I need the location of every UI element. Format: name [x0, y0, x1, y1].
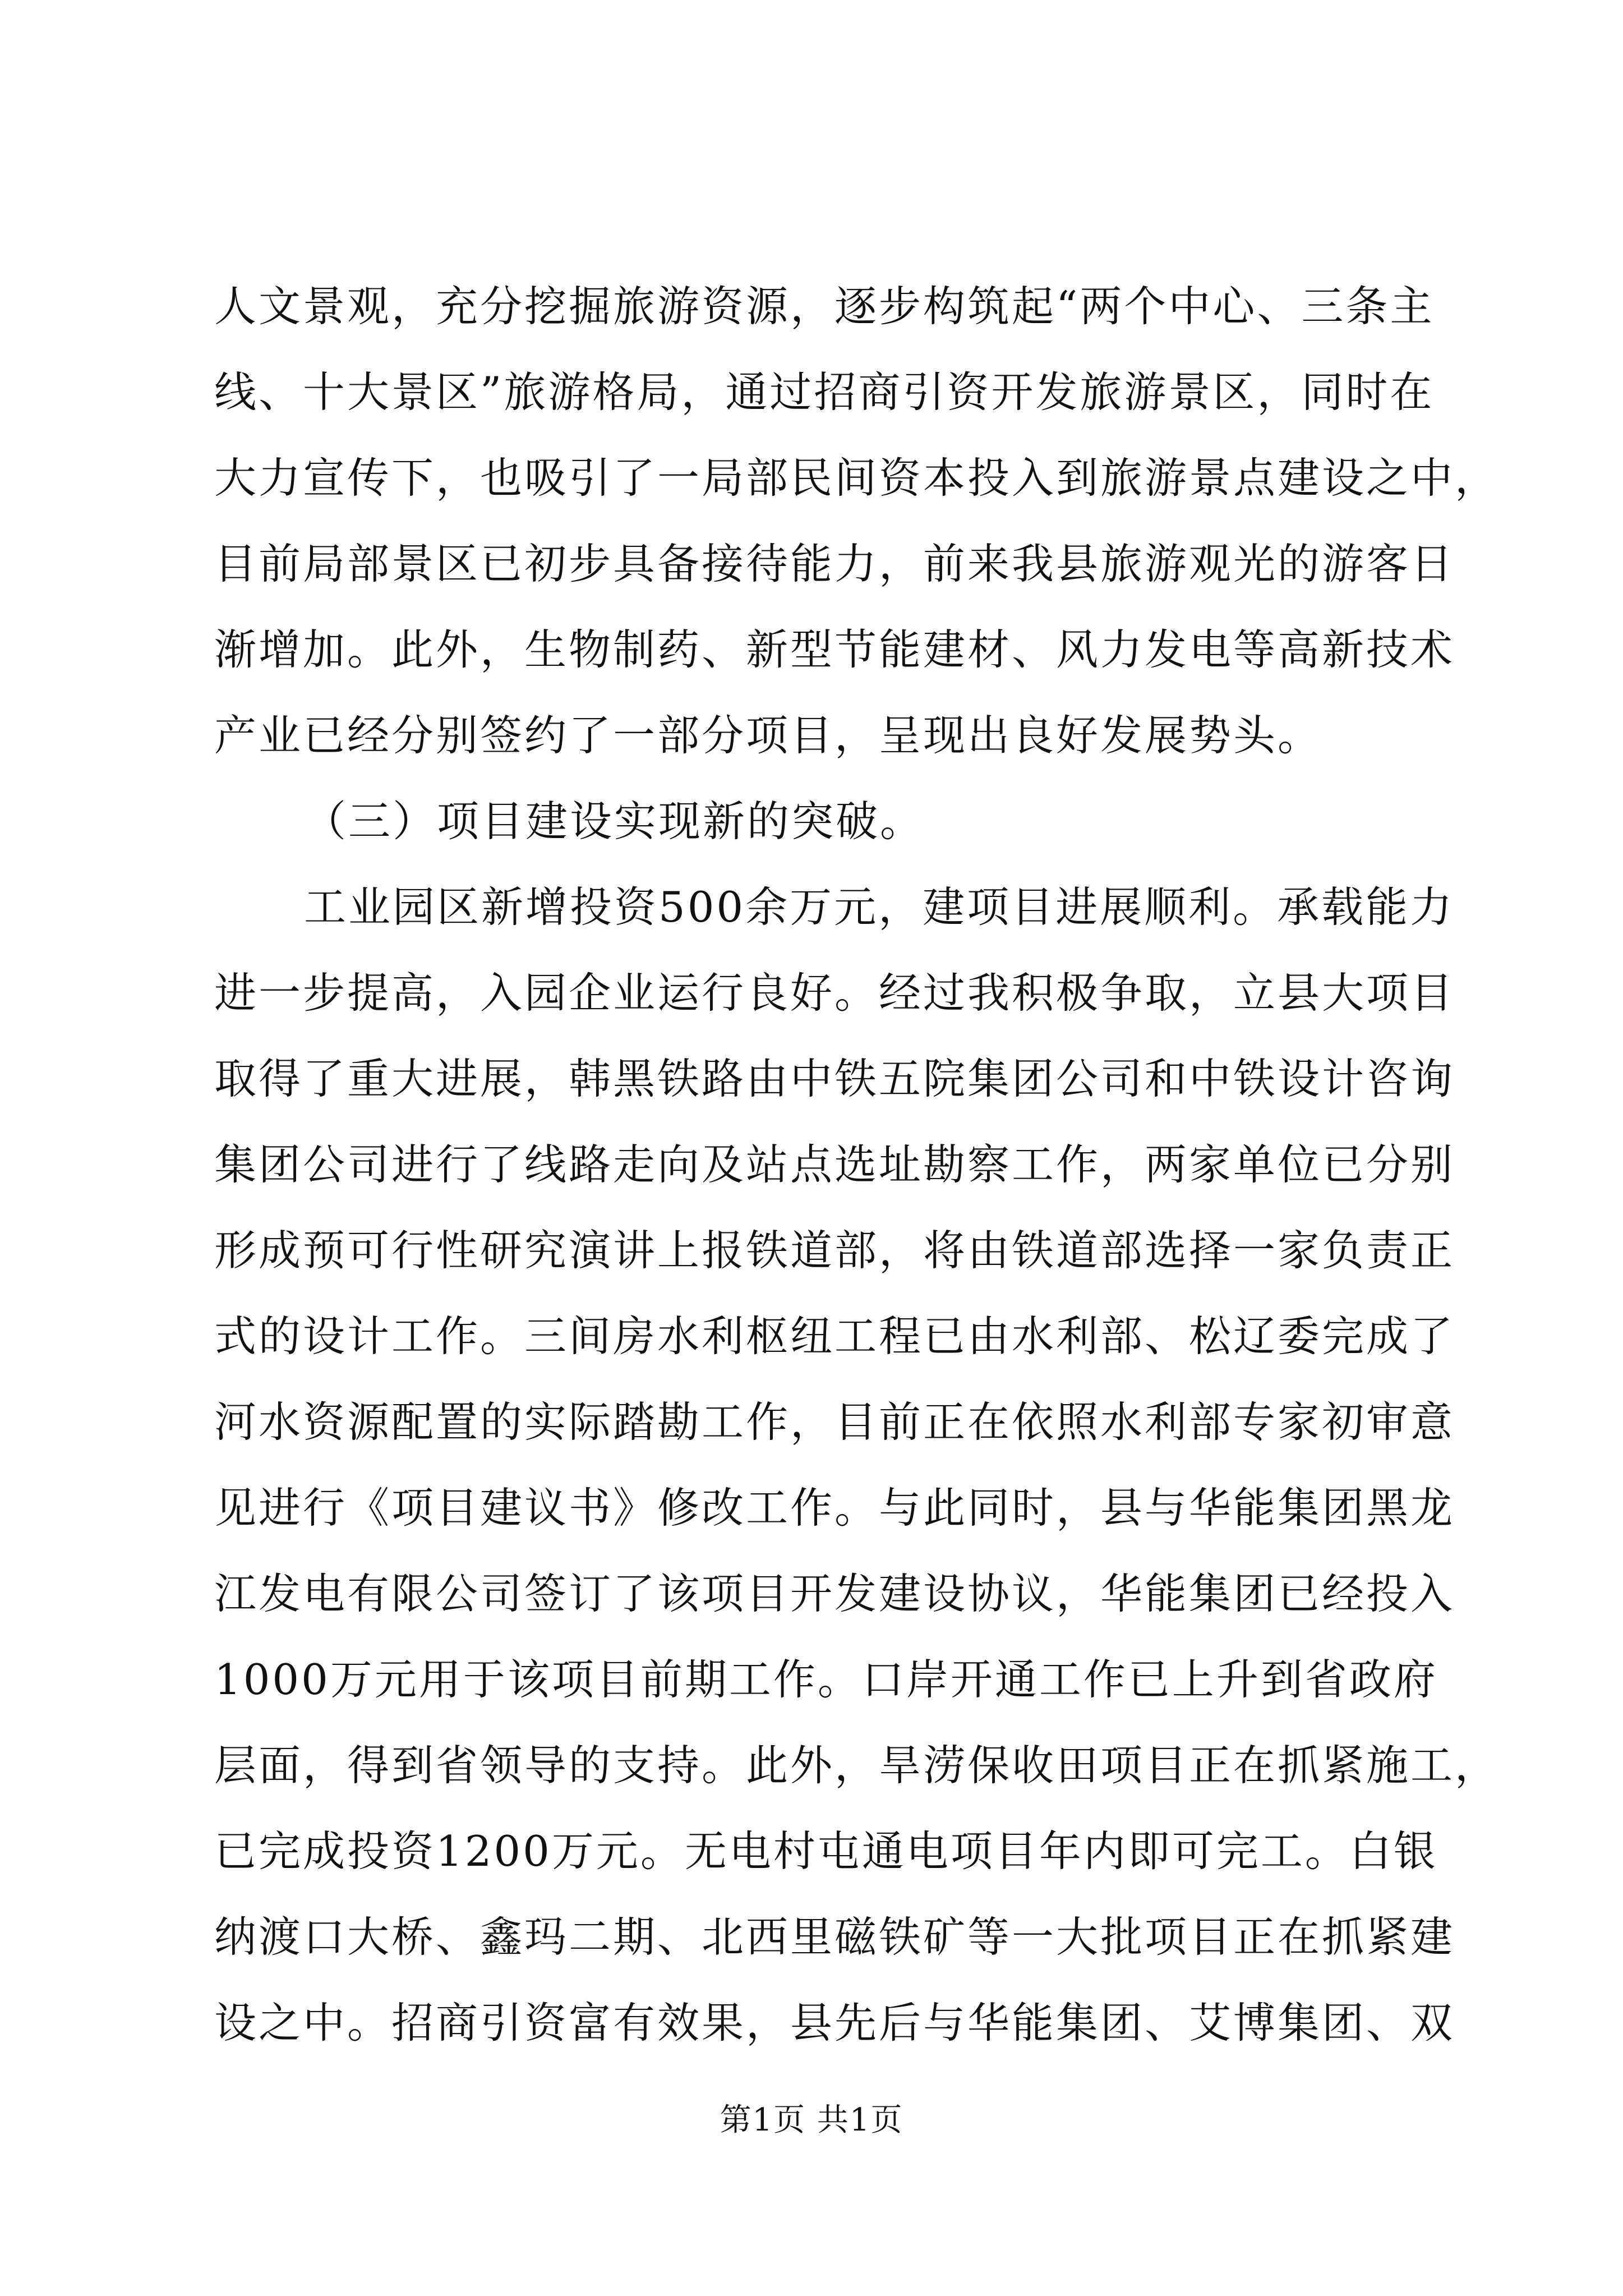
text-line: 1000万元用于该项目前期工作。口岸开通工作已上升到省政府	[214, 1655, 1438, 1704]
text-line: 进一步提高，入园企业运行良好。经过我积极争取，立县大项目	[214, 968, 1455, 1018]
text-line: 纳渡口大桥、鑫玛二期、北西里磁铁矿等一大批项目正在抓紧建	[214, 1912, 1455, 1962]
text-line: 目前局部景区已初步具备接待能力，前来我县旅游观光的游客日	[214, 539, 1455, 588]
text-line: 线、十大景区”旅游格局，通过招商引资开发旅游景区，同时在	[214, 367, 1435, 417]
text-line: 设之中。招商引资富有效果，县先后与华能集团、艾博集团、双	[214, 1998, 1455, 2047]
document-body	[214, 264, 1500, 2066]
text-line: 集团公司进行了线路走向及站点选址勘察工作，两家单位已分别	[214, 1140, 1455, 1189]
text-line: 层面，得到省领导的支持。此外，旱涝保收田项目正在抓紧施工，	[214, 1741, 1500, 1790]
text-line: 取得了重大进展，韩黑铁路由中铁五院集团公司和中铁设计咨询	[214, 1054, 1455, 1103]
text-line: 产业已经分别签约了一部分项目，呈现出良好发展势头。	[214, 711, 1322, 760]
text-line: 渐增加。此外，生物制药、新型节能建材、风力发电等高新技术	[214, 625, 1455, 674]
text-line: 大力宣传下，也吸引了一局部民间资本投入到旅游景点建设之中，	[214, 453, 1500, 503]
page-number-footer: 第1页 共1页	[720, 2102, 903, 2138]
text-line: 河水资源配置的实际踏勘工作，目前正在依照水利部专家初审意	[214, 1397, 1455, 1447]
text-line: 式的设计工作。三间房水利枢纽工程已由水利部、松辽委完成了	[214, 1312, 1455, 1361]
text-line: 江发电有限公司签订了该项目开发建设协议，华能集团已经投入	[214, 1569, 1455, 1618]
section-heading: （三）项目建设实现新的突破。	[304, 797, 925, 846]
text-line: 人文景观，充分挖掘旅游资源，逐步构筑起“两个中心、三条主	[214, 282, 1435, 331]
text-line: 已完成投资1200万元。无电村屯通电项目年内即可完工。白银	[214, 1826, 1438, 1876]
paragraph-first-line: 工业园区新增投资500余万元，建项目进展顺利。承载能力	[304, 882, 1455, 932]
text-line: 见进行《项目建议书》修改工作。与此同时，县与华能集团黑龙	[214, 1483, 1455, 1533]
text-line: 形成预可行性研究演讲上报铁道部，将由铁道部选择一家负责正	[214, 1226, 1455, 1275]
